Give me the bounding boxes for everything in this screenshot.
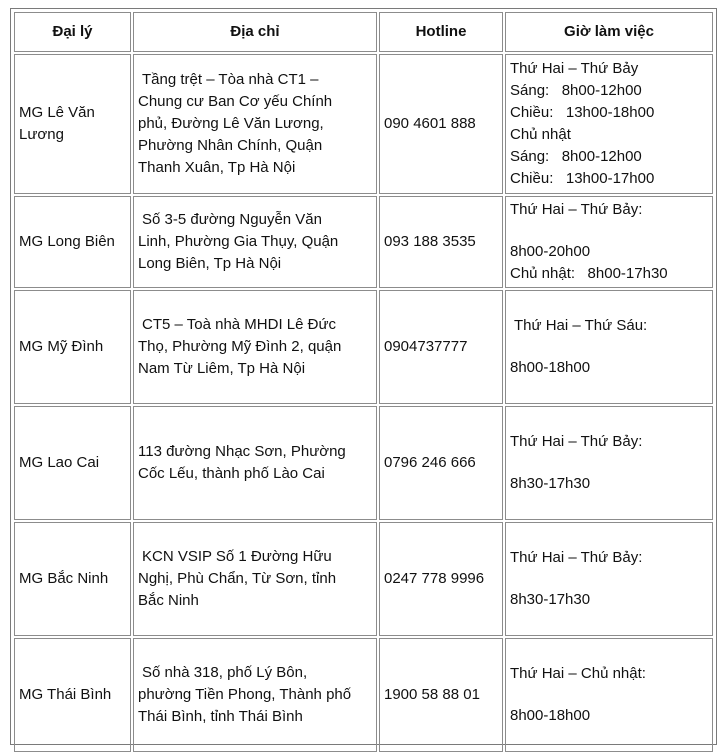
dealer-cell <box>14 290 131 404</box>
address-cell <box>133 196 377 288</box>
hotline-cell: 1900 58 88 01 <box>379 638 503 752</box>
address-cell <box>133 638 377 752</box>
hours-line: Thứ Hai – Thứ Bảy: <box>510 201 643 218</box>
hours-line: 8h00-18h00 <box>510 707 591 724</box>
dealer-cell <box>14 522 131 636</box>
address-cell <box>133 406 377 520</box>
address-line: Số 3-5 đường Nguyễn Văn <box>142 211 322 228</box>
dealer-line: MG Lê Văn <box>19 104 95 121</box>
address-cell <box>133 54 377 194</box>
hours-line: Thứ Hai – Thứ Bảy: <box>510 549 643 566</box>
table-row <box>14 290 713 404</box>
header-row <box>14 12 713 52</box>
dealer-line: MG Mỹ Đình <box>19 338 104 355</box>
hours-line: Chiều: 13h00-17h00 <box>510 170 655 187</box>
hours-spacer <box>510 221 708 241</box>
hours-spacer <box>510 453 708 473</box>
dealer-cell <box>14 406 131 520</box>
address-line: Số nhà 318, phố Lý Bôn, <box>142 664 308 681</box>
hours-cell <box>505 290 713 404</box>
dealer-cell <box>14 196 131 288</box>
hours-line: 8h00-20h00 <box>510 243 591 260</box>
address-line: Thanh Xuân, Tp Hà Nội <box>138 159 296 176</box>
address-line: phủ, Đường Lê Văn Lương, <box>138 115 324 132</box>
address-line: Cốc Lếu, thành phố Lào Cai <box>138 465 325 482</box>
hours-spacer <box>510 685 708 705</box>
address-line: Long Biên, Tp Hà Nội <box>138 255 282 272</box>
address-cell <box>133 290 377 404</box>
hours-line: Chủ nhật <box>510 126 571 143</box>
hours-line: Sáng: 8h00-12h00 <box>510 82 642 99</box>
table-row <box>14 638 713 752</box>
dealer-cell <box>14 638 131 752</box>
dealer-line: MG Bắc Ninh <box>19 570 109 587</box>
header-hours: Giờ làm việc <box>505 12 713 52</box>
header-hotline: Hotline <box>379 12 503 52</box>
address-line: Nam Từ Liêm, Tp Hà Nội <box>138 360 306 377</box>
hours-line: Sáng: 8h00-12h00 <box>510 148 642 165</box>
dealer-cell <box>14 54 131 194</box>
address-cell <box>133 522 377 636</box>
dealer-line: MG Thái Bình <box>19 686 112 703</box>
address-line: CT5 – Toà nhà MHDI Lê Đức <box>142 316 337 333</box>
dealer-line: MG Long Biên <box>19 233 115 250</box>
hotline-cell: 0796 246 666 <box>379 406 503 520</box>
table-row <box>14 54 713 194</box>
address-line: Tầng trệt – Tòa nhà CT1 – <box>142 71 319 88</box>
table-row <box>14 522 713 636</box>
hours-cell <box>505 638 713 752</box>
address-line: 113 đường Nhạc Sơn, Phường <box>138 443 346 460</box>
hours-cell <box>505 522 713 636</box>
hours-spacer <box>510 337 708 357</box>
hotline-cell: 090 4601 888 <box>379 54 503 194</box>
hours-spacer <box>510 569 708 589</box>
hotline-cell: 0904737777 <box>379 290 503 404</box>
dealer-line: MG Lao Cai <box>19 454 100 471</box>
hours-cell <box>505 196 713 288</box>
dealer-line: Lương <box>19 126 64 143</box>
hours-line: Thứ Hai – Chủ nhật: <box>510 665 646 682</box>
address-line: Phường Nhân Chính, Quận <box>138 137 323 154</box>
hours-cell <box>505 54 713 194</box>
hours-cell <box>505 406 713 520</box>
address-line: Nghị, Phù Chẩn, Từ Sơn, tỉnh <box>138 570 337 587</box>
hours-line: 8h30-17h30 <box>510 591 591 608</box>
header-address: Địa chỉ <box>133 12 377 52</box>
header-dealer: Đại lý <box>14 12 131 52</box>
address-line: KCN VSIP Số 1 Đường Hữu <box>142 548 332 565</box>
table-row <box>14 196 713 288</box>
address-line: Chung cư Ban Cơ yếu Chính <box>138 93 333 110</box>
hours-line: Chiều: 13h00-18h00 <box>510 104 655 121</box>
address-line: Thọ, Phường Mỹ Đình 2, quận <box>138 338 342 355</box>
hours-line: Thứ Hai – Thứ Sáu: <box>514 317 648 334</box>
hotline-cell: 0247 778 9996 <box>379 522 503 636</box>
table-row <box>14 406 713 520</box>
hours-line: Thứ Hai – Thứ Bảy: <box>510 433 643 450</box>
address-line: Linh, Phường Gia Thụy, Quận <box>138 233 339 250</box>
address-line: phường Tiền Phong, Thành phố <box>138 686 352 703</box>
hours-line: Thứ Hai – Thứ Bảy <box>510 60 639 77</box>
hours-line: 8h00-18h00 <box>510 359 591 376</box>
address-line: Bắc Ninh <box>138 592 199 609</box>
hours-line: 8h30-17h30 <box>510 475 591 492</box>
dealer-table <box>12 10 715 754</box>
hours-line: Chủ nhật: 8h00-17h30 <box>510 265 668 282</box>
hotline-cell: 093 188 3535 <box>379 196 503 288</box>
address-line: Thái Bình, tỉnh Thái Bình <box>138 708 303 725</box>
